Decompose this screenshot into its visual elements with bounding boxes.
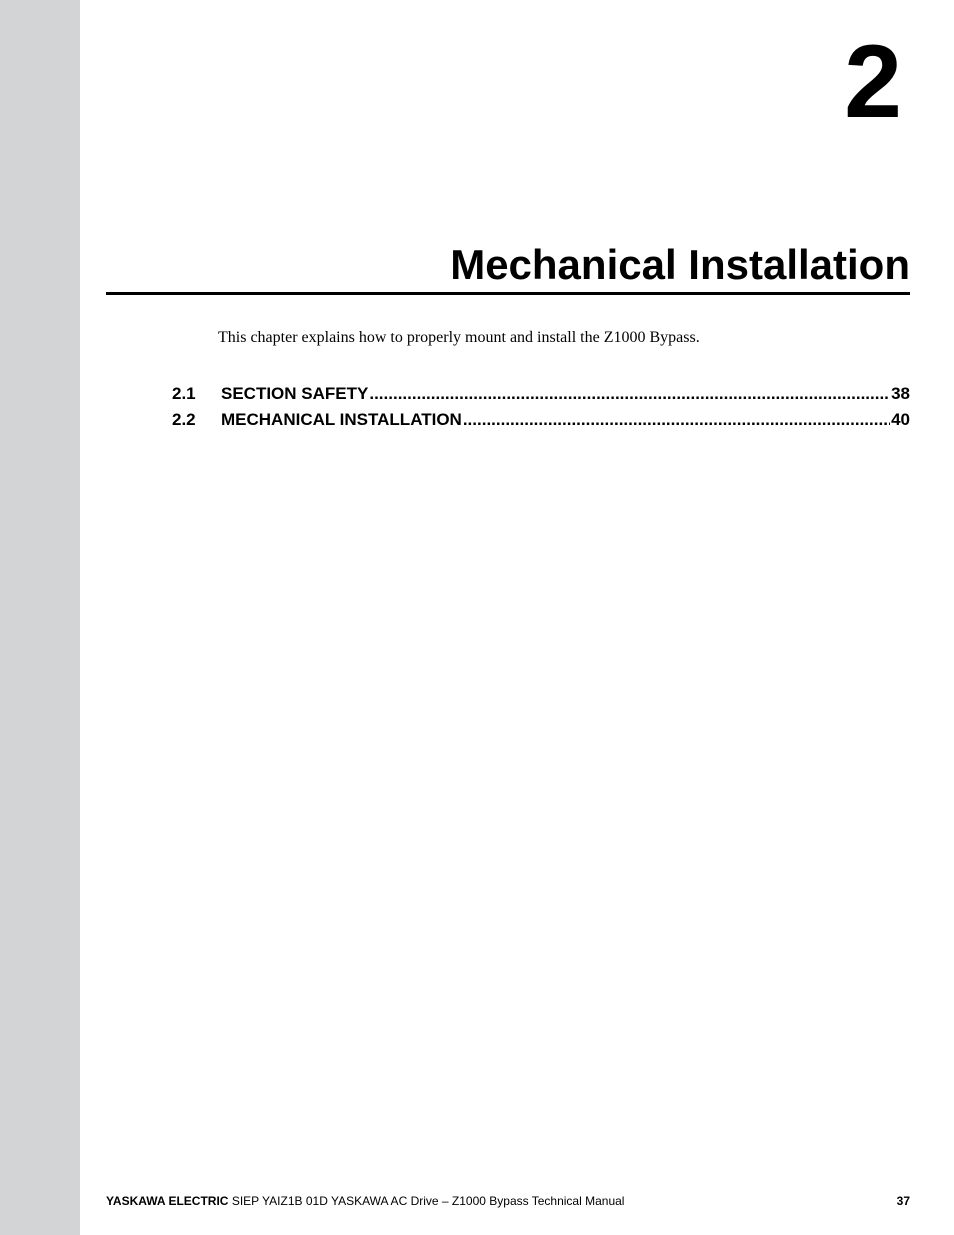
toc-dot-leader bbox=[463, 407, 890, 433]
footer-brand: YASKAWA ELECTRIC bbox=[106, 1194, 229, 1208]
footer-left bbox=[106, 1194, 624, 1208]
title-rule bbox=[106, 292, 910, 295]
chapter-intro: This chapter explains how to properly mount and install the Z1000 Bypass. bbox=[218, 329, 700, 346]
footer-page-number: 37 bbox=[896, 1194, 910, 1208]
footer-manual-title: SIEP YAIZ1B 01D YASKAWA AC Drive – Z1000 Bypass Technical Manual bbox=[231, 1194, 625, 1208]
page-footer bbox=[106, 1194, 910, 1208]
toc-number: 2.2 bbox=[172, 410, 196, 429]
chapter-title: Mechanical Installation bbox=[450, 241, 910, 288]
side-margin-bar bbox=[0, 0, 80, 1235]
toc-title[interactable]: MECHANICAL INSTALLATION bbox=[221, 410, 462, 429]
table-of-contents bbox=[172, 381, 910, 433]
toc-title[interactable]: SECTION SAFETY bbox=[221, 384, 369, 403]
toc-dot-leader bbox=[369, 381, 890, 407]
toc-page-number[interactable]: 38 bbox=[891, 384, 910, 403]
chapter-number: 2 bbox=[844, 24, 902, 140]
toc-page-number[interactable]: 40 bbox=[891, 410, 910, 429]
toc-number: 2.1 bbox=[172, 384, 196, 403]
toc-entry-2-2[interactable] bbox=[172, 407, 910, 433]
toc-entry-2-1[interactable] bbox=[172, 381, 910, 407]
